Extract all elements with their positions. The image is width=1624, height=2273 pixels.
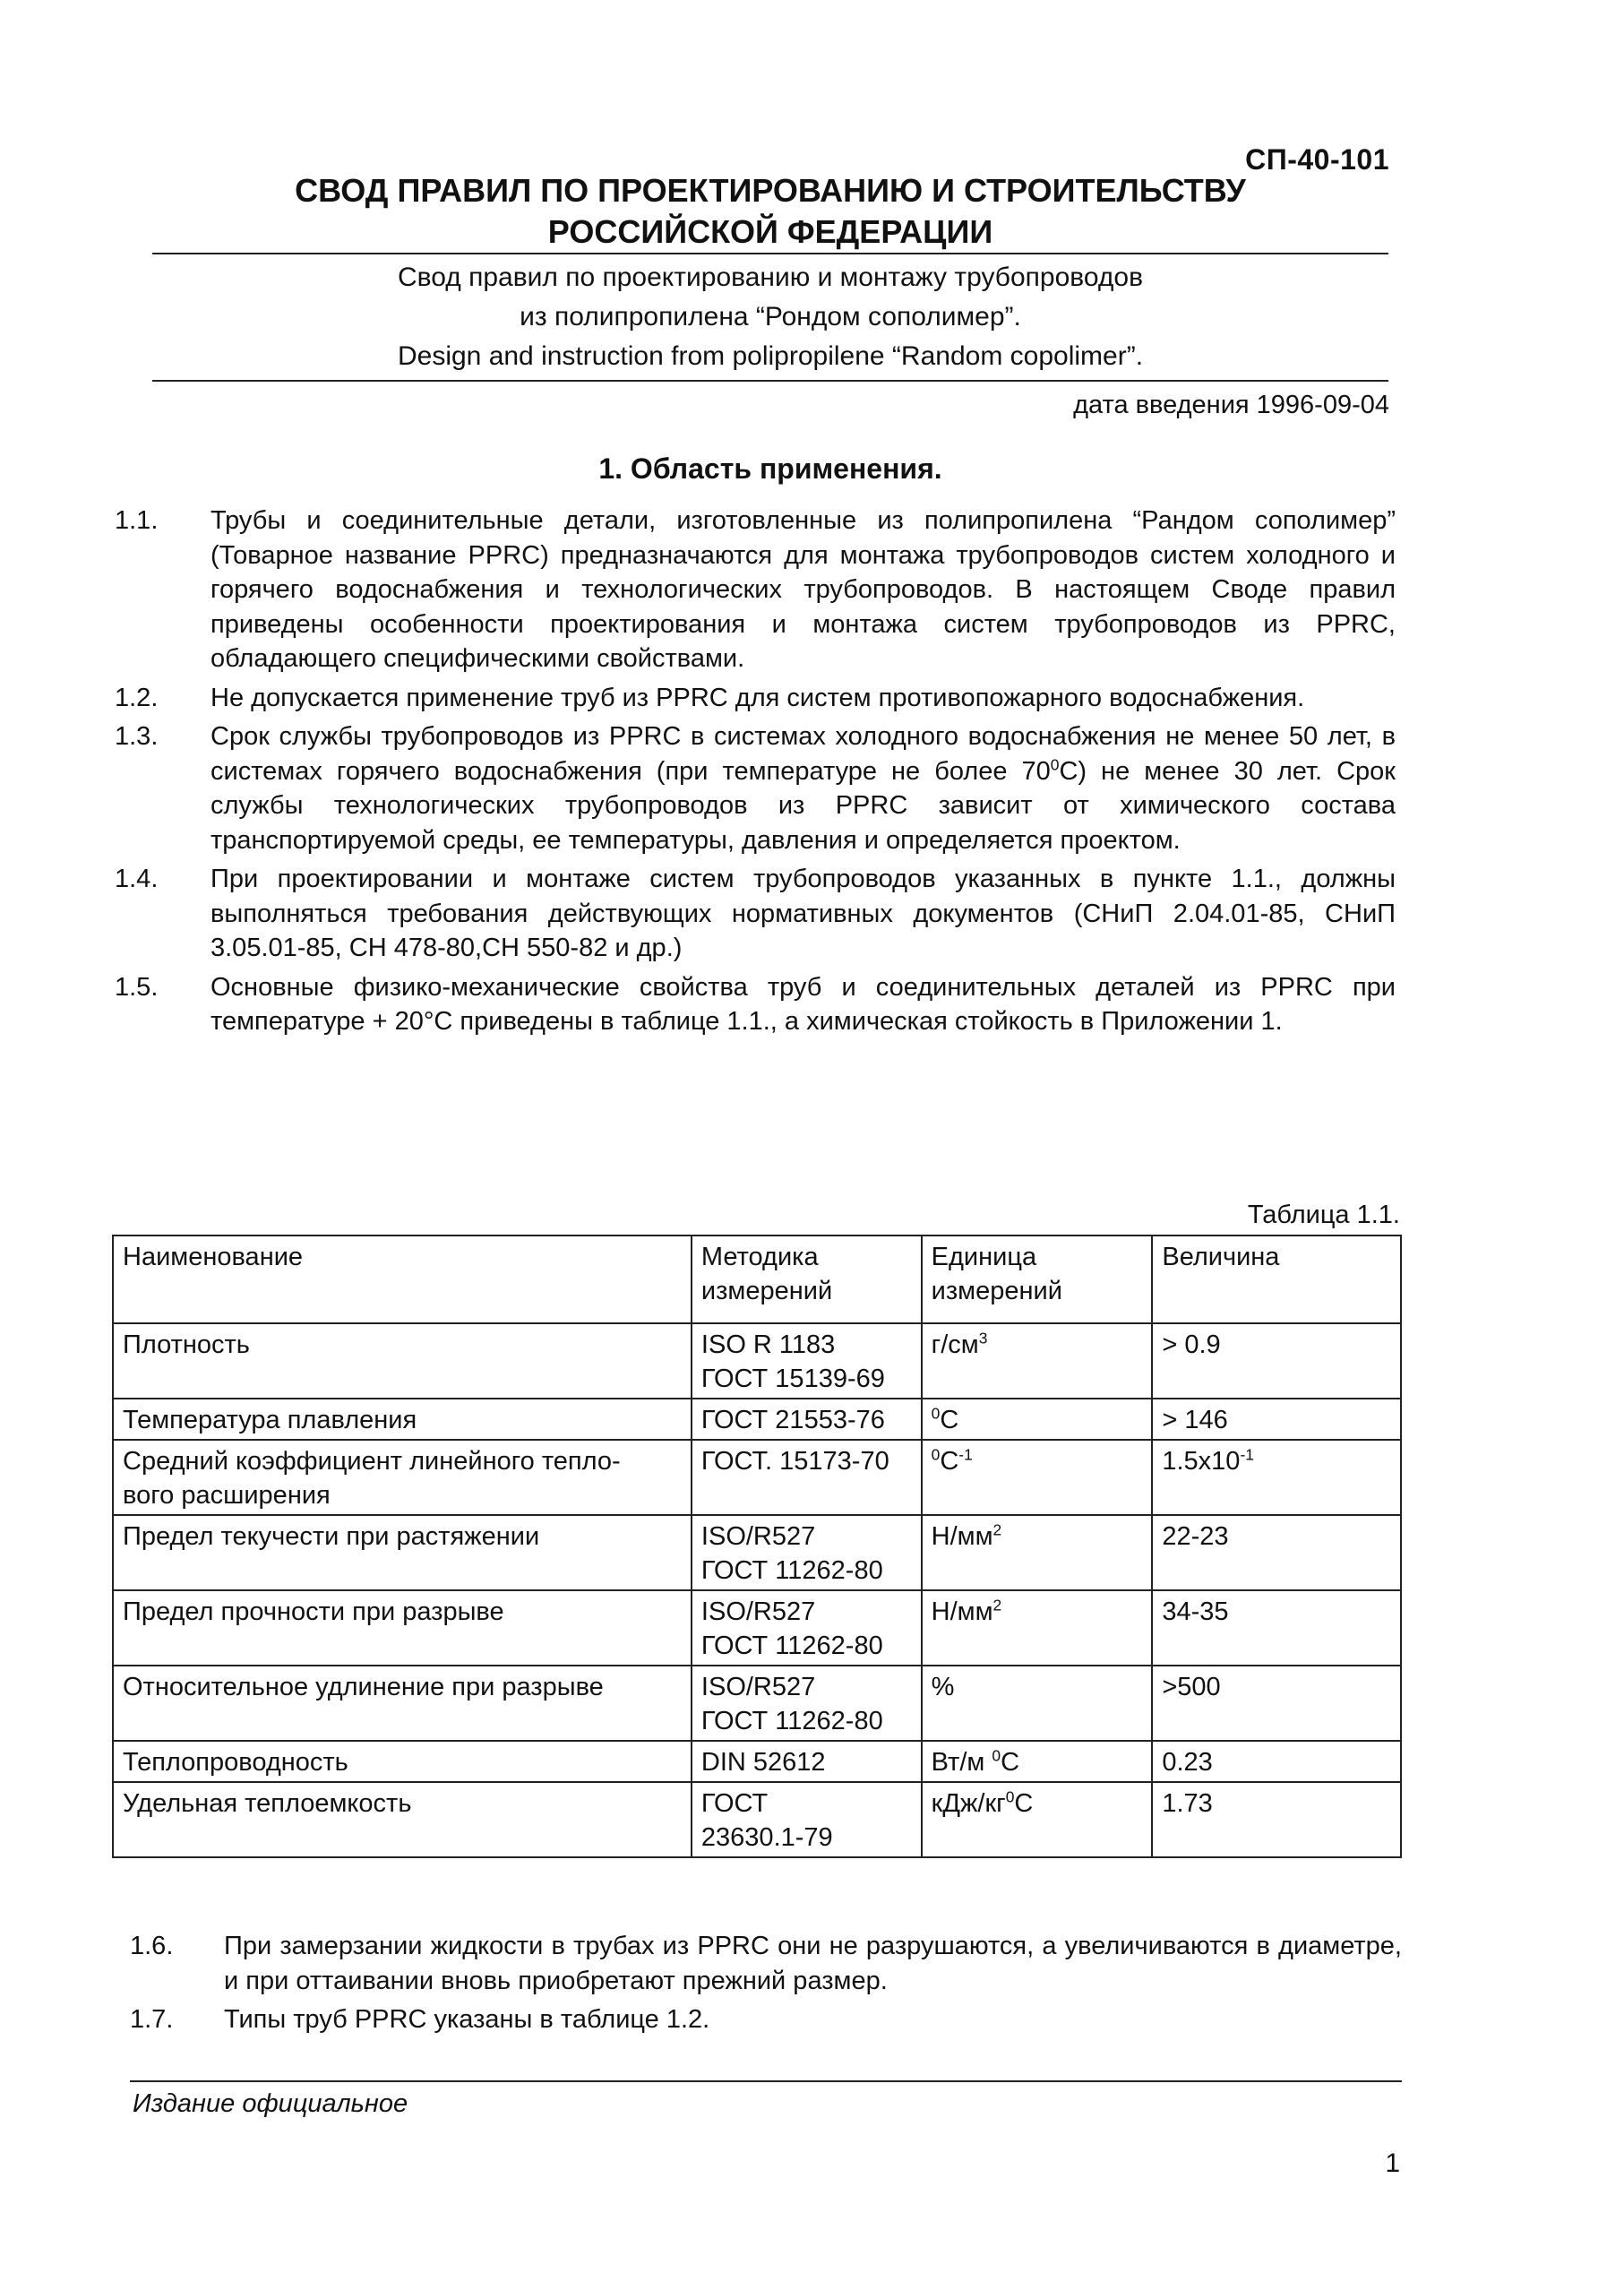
- cell-method: ISO/R527 ГОСТ 11262-80: [692, 1590, 922, 1666]
- clause-1-4: [115, 862, 1396, 966]
- cell-unit: $Н/мм^2$: [922, 1590, 1153, 1666]
- cell-name: Предел прочности при разрыве: [113, 1590, 692, 1666]
- clause-1-3: [115, 719, 1396, 857]
- clause-number: 1.6.: [130, 1932, 174, 1960]
- table-row: [113, 1590, 1401, 1666]
- cell-unit: $^0$С: [922, 1399, 1153, 1440]
- clause-number: 1.5.: [115, 972, 159, 1002]
- clause-text-part: С) не менее 30 лет. Срок службы технологических трубопроводов из PPRC зависит от химического состава транспортируемой среды, ее температуры, давления и определяется проектом.: [211, 756, 1396, 855]
- clause-text: Трубы и соединительные детали, изготовленные из полипропилена “Рандом сополимер” (Товарное название PPRC) предназначаются для монтажа трубопроводов систем холодного и горячего водоснабжения и технологических трубопроводов. В настоящем Своде правил приведены особенности проектирования и монтажа систем трубопроводов из PPRC, обладающего специфическими свойствами.: [211, 506, 1396, 673]
- page-number: 1: [1385, 2148, 1400, 2178]
- subtitle-line-1: Свод правил по проектированию и монтажу трубопроводов: [397, 263, 1144, 292]
- clause-list: [115, 504, 1396, 1044]
- clause-text-part: Срок службы трубопроводов из PPRC в системах холодного водоснабжения не менее 50 лет, в системах горячего водоснабжения (при температуре не более 70: [211, 722, 1396, 786]
- cell-method: ISO R 1183 ГОСТ 15139-69: [692, 1323, 922, 1399]
- clause-number: 1.3.: [115, 722, 159, 751]
- cell-name: Средний коэффициент линейного тепло- вого расширения: [113, 1440, 692, 1515]
- clause-text: [211, 719, 1396, 857]
- properties-table: [112, 1235, 1402, 1858]
- cell-name: Теплопроводность: [113, 1741, 692, 1782]
- header-method: Методика измерений: [692, 1236, 922, 1323]
- clause-number: 1.2.: [115, 683, 159, 712]
- document-code: СП-40-101: [1245, 143, 1389, 176]
- header-unit: Единица измерений: [922, 1236, 1153, 1323]
- clause-1-7: [130, 2002, 1402, 2037]
- header-name: Наименование: [113, 1236, 692, 1323]
- table-row: [113, 1782, 1401, 1857]
- table-row: [113, 1741, 1401, 1782]
- cell-name: Относительное удлинение при разрыве: [113, 1666, 692, 1741]
- clause-text: При замерзании жидкости в трубах из PPRC они не разрушаются, а увеличиваются в диаметре, и при оттаивании вновь приобретают прежний размер.: [224, 1932, 1402, 1995]
- cell-value: >500: [1152, 1666, 1401, 1741]
- subtitle-line-3: Design and instruction from polipropilene “Random copolimer”.: [397, 341, 1144, 371]
- degree-superscript: 0: [1050, 754, 1060, 773]
- table-row: [113, 1666, 1401, 1741]
- clause-text: При проектировании и монтаже систем трубопроводов указанных в пункте 1.1., должны выполняться требования действующих нормативных документов (СНиП 2.04.01-85, СНиП 3.05.01-85, СН 478-80,СН 550-82 и др.): [211, 865, 1396, 962]
- main-title-line-2: РОССИЙСКОЙ ФЕДЕРАЦИИ: [547, 213, 993, 250]
- clause-number: 1.7.: [130, 2005, 174, 2034]
- header-value: Величина: [1152, 1236, 1401, 1323]
- cell-value: 0.23: [1152, 1741, 1401, 1782]
- section-heading: 1. Область применения.: [598, 452, 942, 485]
- table-caption: Таблица 1.1.: [1247, 1201, 1400, 1229]
- cell-unit: $г/см^3$: [922, 1323, 1153, 1399]
- cell-unit: $Н/мм^2$: [922, 1515, 1153, 1590]
- table-row: [113, 1399, 1401, 1440]
- footer-divider: [130, 2080, 1402, 2082]
- clause-text: Не допускается применение труб из PPRC для систем противопожарного водоснабжения.: [211, 683, 1305, 712]
- cell-method: ISO/R527 ГОСТ 11262-80: [692, 1515, 922, 1590]
- cell-value: 1.73: [1152, 1782, 1401, 1857]
- table-row: [113, 1515, 1401, 1590]
- cell-method: ГОСТ 23630.1-79: [692, 1782, 922, 1857]
- cell-unit: кДж/$кг^0С$: [922, 1782, 1153, 1857]
- subtitle: [152, 258, 1388, 376]
- cell-method: ГОСТ 21553-76: [692, 1399, 922, 1440]
- clause-1-2: [115, 681, 1396, 716]
- cell-name: Плотность: [113, 1323, 692, 1399]
- cell-value: 22-23: [1152, 1515, 1401, 1590]
- clause-number: 1.4.: [115, 865, 159, 893]
- cell-value: > 146: [1152, 1399, 1401, 1440]
- cell-unit: $^0С^{-1}$: [922, 1440, 1153, 1515]
- cell-unit: Вт/м $^0$С: [922, 1741, 1153, 1782]
- cell-name: Температура плавления: [113, 1399, 692, 1440]
- cell-unit: %: [922, 1666, 1153, 1741]
- cell-name: Удельная теплоемкость: [113, 1782, 692, 1857]
- cell-method: ГОСТ. 15173-70: [692, 1440, 922, 1515]
- cell-method: DIN 52612: [692, 1741, 922, 1782]
- clause-1-6: [130, 1929, 1402, 1998]
- clause-number: 1.1.: [115, 506, 159, 535]
- main-title-line-1: СВОД ПРАВИЛ ПО ПРОЕКТИРОВАНИЮ И СТРОИТЕЛЬСТВУ: [295, 172, 1246, 209]
- table-row: [113, 1440, 1401, 1515]
- table-header-row: [113, 1236, 1401, 1323]
- cell-value: 34-35: [1152, 1590, 1401, 1666]
- table-row: [113, 1323, 1401, 1399]
- cell-name: Предел текучести при растяжении: [113, 1515, 692, 1590]
- clause-1-1: [115, 504, 1396, 676]
- clause-text: Основные физико-механические свойства труб и соединительных деталей из PPRC при температуре + 20°С приведены в таблице 1.1., а химическая стойкость в Приложении 1.: [211, 972, 1396, 1036]
- clause-1-5: [115, 970, 1396, 1039]
- title-divider: [152, 253, 1388, 254]
- introduction-date: дата введения 1996-09-04: [1073, 391, 1389, 419]
- clause-text: Типы труб PPRC указаны в таблице 1.2.: [224, 2005, 710, 2034]
- main-title: [152, 170, 1388, 253]
- subtitle-divider: [152, 380, 1388, 382]
- cell-method: ISO/R527 ГОСТ 11262-80: [692, 1666, 922, 1741]
- after-table-clauses: [130, 1929, 1402, 2042]
- cell-value: > 0.9: [1152, 1323, 1401, 1399]
- official-edition-note: Издание официальное: [133, 2089, 408, 2118]
- subtitle-line-2: из полипропилена “Рондом сополимер”.: [520, 302, 1021, 331]
- cell-value: $1.5x10^{-1}$: [1152, 1440, 1401, 1515]
